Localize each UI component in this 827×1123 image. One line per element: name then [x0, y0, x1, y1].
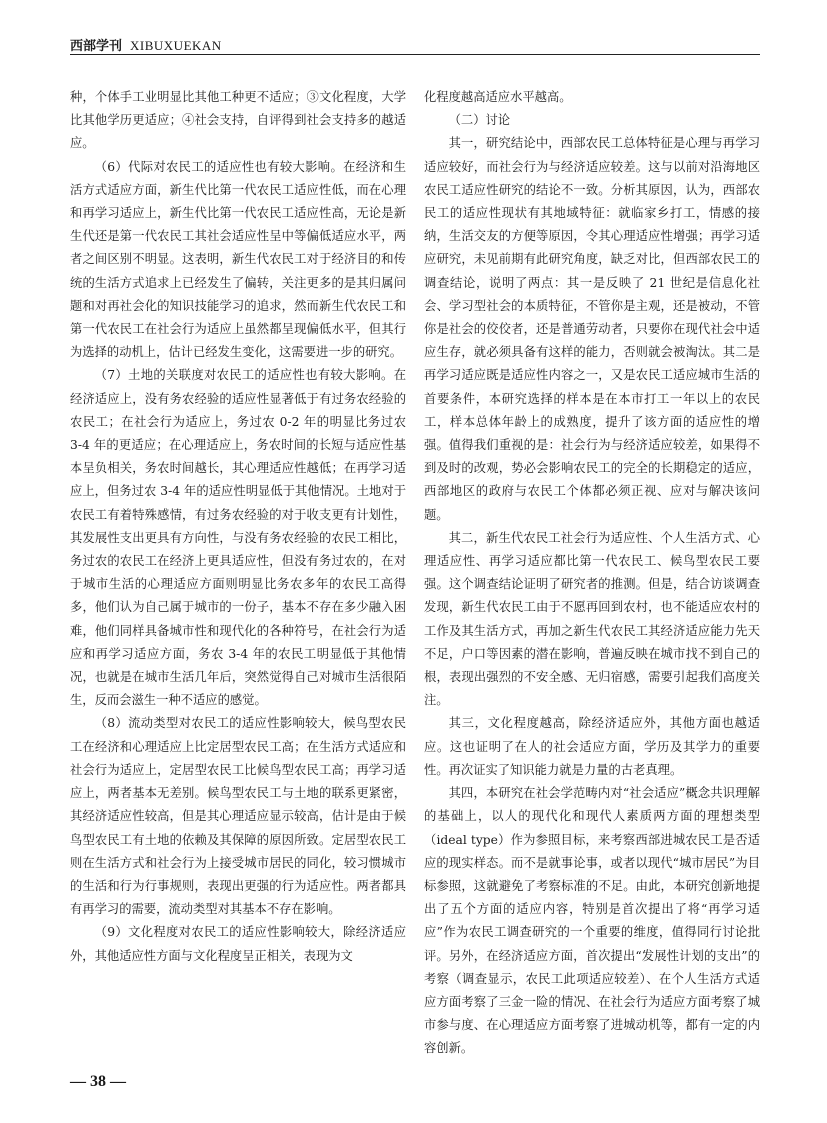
paragraph: （7）土地的关联度对农民工的适应性也有较大影响。在经济适应上，没有务农经验的适应性显著低于有过务农经验的农民工；在社会行为适应上，务过农 0-2 年的明显比务过农 3-4 年的更适应；在心理适应上，务农时间的长短与适应性基本呈负相关，务农时间越长，其心理适应性越低；在再学习适应上，但务过农 3-4 年的适应性明显低于其他情况。土地对于农民工有着特殊感情，有过务农经验的对于收支更有计划性，其发展性支出更具有方向性，与没有务农经验的农民工相比，务过农的农民工在经济上更具适应性，但没有务过农的，在对于城市生活的心理适应方面则明显比务农多年的农民工高得多，他们认为自己属于城市的一份子，基本不存在多少融入困难，他们同样具备城市性和现代化的各种符号，在社会行为适应和再学习适应方面，务农 3-4 年的农民工明显低于其他情况，也就是在城市生活几年后，突然觉得自己对城市生活很陌生，反而会滋生一种不适应的感觉。 [70, 368, 406, 708]
section-heading: （二）讨论 [448, 113, 511, 128]
paragraph: 其三，文化程度越高，除经济适应外，其他方面也越适应。这也证明了在人的社会适应方面，学历及其学力的重要性。再次证实了知识能力就是力量的古老真理。 [424, 716, 760, 777]
running-header [70, 35, 760, 54]
paragraph: （8）流动类型对农民工的适应性影响较大，候鸟型农民工在经济和心理适应上比定居型农民工高；在生活方式适应和社会行为适应上，定居型农民工比候鸟型农民工高；再学习适应上，两者基本无差别。候鸟型农民工与土地的联系更紧密，其经济适应性较高，但是其心理适应显示较高，估计是由于候鸟型农民工有土地的依赖及其保障的原因所致。定居型农民工则在生活方式和社会行为上接受城市居民的同化，较习惯城市的生活和行为行事规则，表现出更强的行为适应性。两者都具有再学习的需要，流动类型对其基本不存在影响。 [70, 716, 406, 917]
left-column [70, 86, 406, 968]
paragraph: 化程度越高适应水平越高。 [424, 90, 572, 104]
paragraph: 其四，本研究在社会学范畴内对“社会适应”概念共识理解的基础上，以人的现代化和现代人素质两方面的理想类型（ideal type）作为参照目标，来考察西部进城农民工是否适应的现实样态。而不是就事论事，或者以现代“城市居民”为目标参照，这就避免了考察标准的不足。由此，本研究创新地提出了五个方面的适应内容，特别是首次提出了将“再学习适应”作为农民工调查研究的一个重要的维度，值得同行讨论批评。另外，在经济适应方面，首次提出“发展性计划的支出”的考察（调查显示，农民工此项适应较差）、在个人生活方式适应方面考察了三金一险的情况、在社会行为适应方面考察了城市参与度、在心理适应方面考察了进城动机等，都有一定的内容创新。 [424, 786, 760, 1056]
journal-title-cn: 西部学刊 [70, 39, 123, 54]
page-number: — 38 — [70, 1073, 126, 1090]
header-rule [70, 54, 760, 55]
paragraph: 其二，新生代农民工社会行为适应性、个人生活方式、心理适应性、再学习适应都比第一代农民工、候鸟型农民工要强。这个调查结论证明了研究者的推测。但是，结合访谈调查发现，新生代农民工由于不愿再回到农村，也不能适应农村的工作及其生活方式，再加之新生代农民工其经济适应能力先天不足，户口等因素的潜在影响，普遍反映在城市找不到自己的根，表现出强烈的不安全感、无归宿感，需要引起我们高度关注。 [424, 530, 760, 708]
paragraph: （9）文化程度对农民工的适应性影响较大，除经济适应外，其他适应性方面与文化程度呈正相关，表现为文 [70, 925, 406, 963]
right-column [424, 86, 760, 1061]
paragraph: 其一，研究结论中，西部农民工总体特征是心理与再学习适应较好，而社会行为与经济适应较差。这与以前对沿海地区农民工适应性研究的结论不一致。分析其原因，认为，西部农民工的适应性现状有其地域特征：就临家乡打工，情感的接纳，生活交友的方便等原因，令其心理适应性增强；再学习适应研究，未见前期有此研究角度，缺乏对比，但西部农民工的调查结论，说明了两点：其一是反映了 21 世纪是信息化社会、学习型社会的本质特征，不管你是主观，还是被动，不管你是社会的佼佼者，还是普通劳动者，只要你在现代社会中适应生存，就必须具备有这样的能力，否则就会被淘汰。其二是再学习适应既是适应性内容之一，又是农民工适应城市生活的首要条件，本研究选择的样本是在本市打工一年以上的农民工，样本总体年龄上的成熟度，提升了该方面的适应性的增强。值得我们重视的是：社会行为与经济适应较差，如果得不到及时的改观，势必会影响农民工的完全的长期稳定的适应，西部地区的政府与农民工个体都必须正视、应对与解决该问题。 [424, 136, 760, 522]
paragraph: （6）代际对农民工的适应性也有较大影响。在经济和生活方式适应方面，新生代比第一代农民工适应性低，而在心理和再学习适应上，新生代比第一代农民工适应性高，无论是新生代还是第一代农民工其社会适应性呈中等偏低适应水平，两者之间区别不明显。这表明，新生代农民工对于经济目的和传统的生活方式追求上已经发生了偏转，关注更多的是其归属问题和对再社会化的知识技能学习的追求，然而新生代农民工和第一代农民工在社会行为适应上虽然都呈现偏低水平，但其行为选择的动机上，估计已经发生变化，这需要进一步的研究。 [70, 159, 406, 360]
paragraph: 种，个体手工业明显比其他工种更不适应；③文化程度，大学比其他学历更适应；④社会支持，自评得到社会支持多的越适应。 [70, 90, 406, 151]
journal-title-en: XIBUXUEKAN [130, 38, 222, 53]
